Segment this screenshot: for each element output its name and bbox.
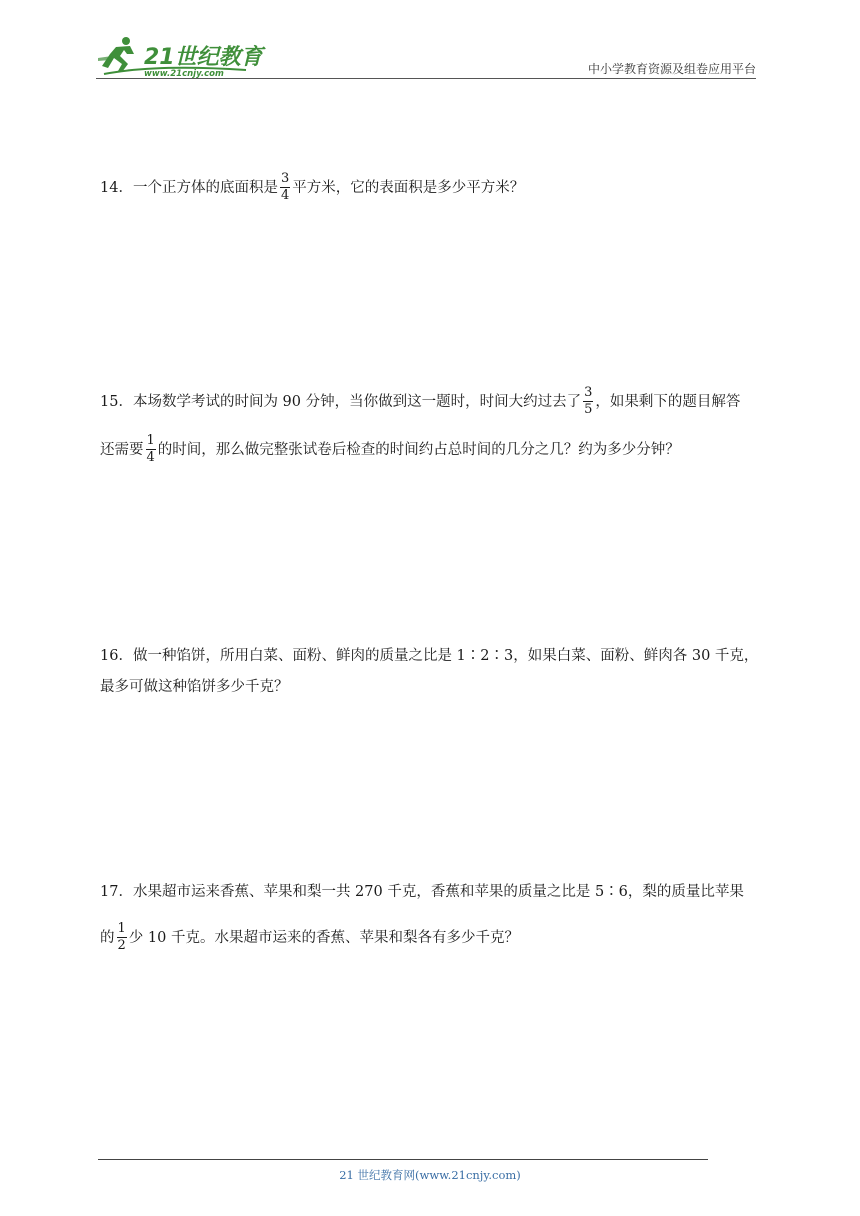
logo-21cnjy xyxy=(96,34,276,78)
fraction-numerator: 1 xyxy=(117,921,126,936)
question-15-line2-after: 的时间，那么做完整张试卷后检查的时间约占总时间的几分之几？约为多少分钟？ xyxy=(157,441,680,458)
fraction-3-4 xyxy=(280,172,290,203)
fraction-1-2 xyxy=(117,922,127,953)
fraction-numerator: 1 xyxy=(146,433,155,448)
header-divider xyxy=(96,78,756,79)
question-17-line-1: 17．水果超市运来香蕉、苹果和梨一共 270 千克，香蕉和苹果的质量之比是 5∶6，梨的质量比苹果 xyxy=(100,884,744,900)
question-17-line2-after: 少 10 千克。水果超市运来的香蕉、苹果和梨各有多少千克？ xyxy=(128,929,519,946)
question-15-text-after: ，如果剩下的题目解答 xyxy=(595,393,741,410)
question-15-line-2 xyxy=(100,434,680,465)
question-17-line-2 xyxy=(100,922,519,953)
question-14-line-1 xyxy=(100,172,524,203)
fraction-denominator: 2 xyxy=(117,938,126,953)
question-15-text-before: 15．本场数学考试的时间为 90 分钟，当你做到这一题时，时间大约过去了 xyxy=(100,393,582,410)
logo-url: www.21cnjy.com xyxy=(144,69,224,78)
question-17-line2-before: 的 xyxy=(100,929,115,946)
question-14-text-before: 14．一个正方体的底面积是 xyxy=(100,179,278,196)
page-header xyxy=(96,30,756,78)
footer-divider xyxy=(98,1159,708,1160)
fraction-denominator: 4 xyxy=(280,188,290,203)
fraction-denominator: 4 xyxy=(146,450,155,465)
fraction-numerator: 3 xyxy=(584,385,593,400)
runner-icon xyxy=(98,37,134,72)
footer-link[interactable]: 21 世纪教育网(www.21cnjy.com) xyxy=(339,1168,521,1182)
fraction-3-5 xyxy=(583,386,593,417)
question-16-line-2: 最多可做这种馅饼多少千克？ xyxy=(100,679,289,695)
question-14-text-after: 平方米，它的表面积是多少平方米？ xyxy=(292,179,525,196)
question-15-line-1 xyxy=(100,386,740,417)
header-platform-text: 中小学教育资源及组卷应用平台 xyxy=(587,62,756,76)
logo-text: 21世纪教育 xyxy=(144,45,263,70)
question-15-line2-before: 还需要 xyxy=(100,441,144,458)
fraction-numerator: 3 xyxy=(280,171,290,186)
fraction-denominator: 5 xyxy=(584,402,593,417)
question-16-line-1: 16．做一种馅饼，所用白菜、面粉、鲜肉的质量之比是 1∶2∶3，如果白菜、面粉、鲜肉各 30 千克， xyxy=(100,648,759,664)
fraction-1-4 xyxy=(146,434,156,465)
